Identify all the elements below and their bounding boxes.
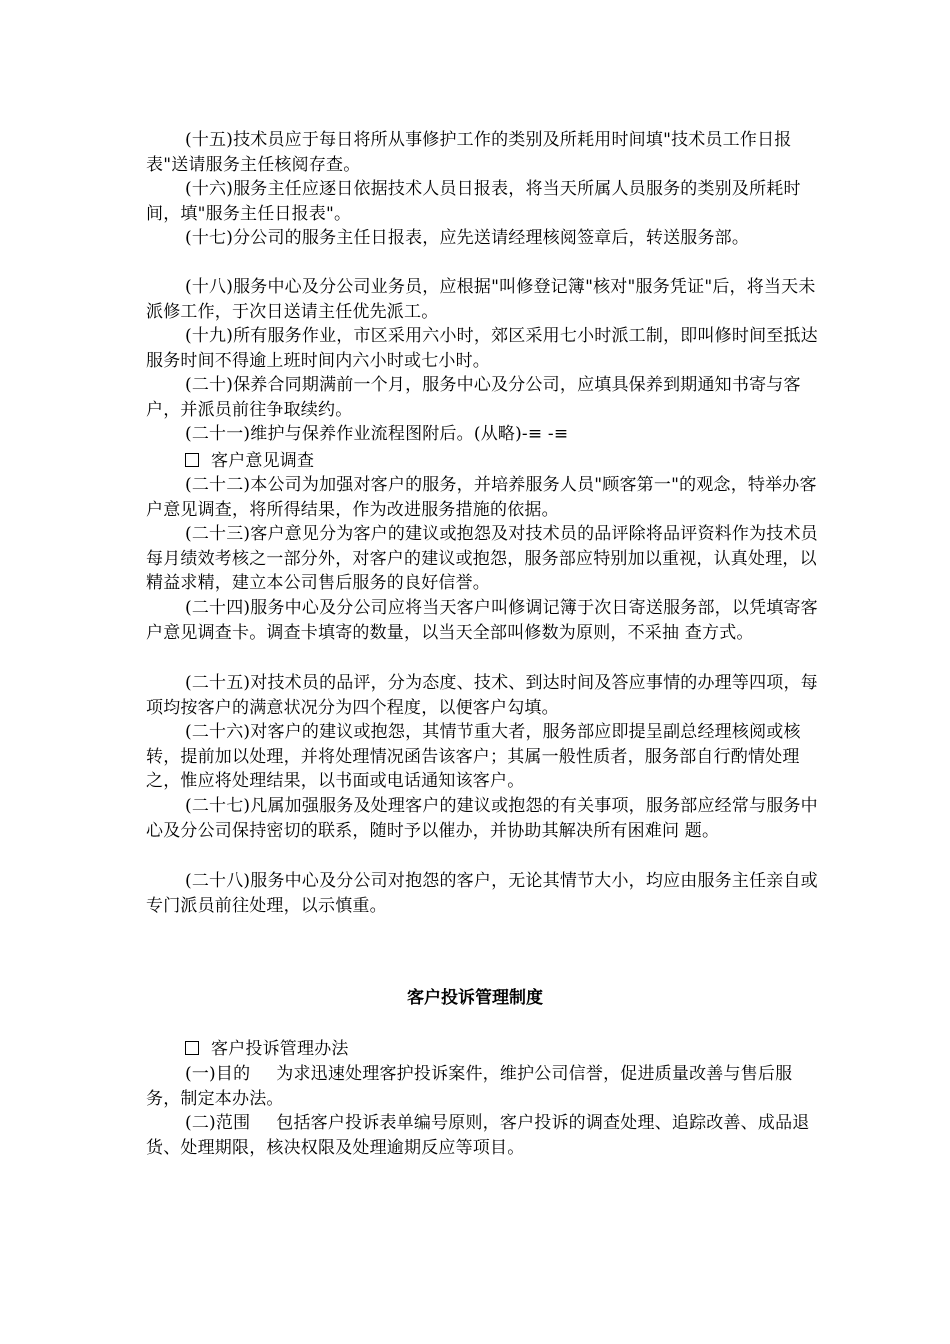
paragraph-26: (二十六)对客户的建议或抱怨，其情节重大者，服务部应即提呈副总经理核阅或核转，提前加以处理，并将处理情况函告该客户；其属一般性质者，服务部自行酌情处理之，惟应将处理结果，以书面或电话通知该客户。 [146,722,801,791]
checkbox-square-icon [185,453,199,467]
item-1-text: 为求迅速处理客护投诉案件，维护公司信誉，促进质量改善与售后服务，制定本办法。 [146,1064,793,1109]
paragraph-17: (十七)分公司的服务主任日报表，应先送请经理核阅签章后，转送服务部。 [185,228,750,248]
item-2-label: (二)范围 [185,1113,251,1133]
paragraph-16: (十六)服务主任应逐日依据技术人员日报表，将当天所属人员服务的类别及所耗时间，填"服务主任日报表"。 [146,179,801,224]
paragraph-18: (十八)服务中心及分公司业务员，应根据"叫修登记簿"核对"服务凭证"后，将当天未派修工作，于次日送请主任优先派工。 [146,277,816,322]
complaint-item-1 [146,1062,826,1111]
checkbox-square-icon [185,1041,199,1055]
paragraph-25: (二十五)对技术员的品评，分为态度、技术、到达时间及答应事情的办理等四项，每项均按客户的满意状况分为四个程度，以便客户勾填。 [146,673,818,718]
paragraph-27: (二十七)凡属加强服务及处理客户的建议或抱怨的有关事项，服务部应经常与服务中心及分公司保持密切的联系，随时予以催办，并协助其解决所有困难问 题。 [146,796,818,841]
paragraph-22: (二十二)本公司为加强对客户的服务，并培养服务人员"顾客第一"的观念，特举办客户意见调查，将所得结果，作为改进服务措施的依据。 [146,475,817,520]
paragraph-20: (二十)保养合同期满前一个月，服务中心及分公司，应填具保养到期通知书寄与客户，并派员前往争取续约。 [146,375,801,420]
paragraph-15: (十五)技术员应于每日将所从事修护工作的类别及所耗用时间填"技术员工作日报表"送请服务主任核阅存查。 [146,130,792,175]
paragraph-21: (二十一)维护与保养作业流程图附后。(从略)-≡ -≡ [185,424,569,444]
paragraph-24: (二十四)服务中心及分公司应将当天客户叫修调记簿于次日寄送服务部，以凭填寄客户意见调查卡。调查卡填寄的数量，以当天全部叫修数为原则，不采抽 查方式。 [146,598,818,643]
section-survey-label: 客户意见调查 [211,451,315,471]
complaint-item-2 [146,1111,826,1160]
section-heading-complaint [146,1037,826,1062]
item-2-text: 包括客户投诉表单编号原则，客户投诉的调查处理、追踪改善、成品退货、处理期限，核决权限及处理逾期反应等项目。 [146,1113,810,1158]
paragraph-19: (十九)所有服务作业，市区采用六小时，郊区采用七小时派工制，即叫修时间至抵达服务时间不得逾上班时间内六小时或七小时。 [146,326,818,371]
page-title: 客户投诉管理制度 [407,988,543,1008]
paragraph-23: (二十三)客户意见分为客户的建议或抱怨及对技术员的品评除将品评资料作为技术员每月绩效考核之一部分外，对客户的建议或抱怨，服务部应特别加以重视，认真处理，以精益求精，建立本公司售后服务的良好信誉。 [146,524,818,593]
section-heading-survey [146,449,826,474]
paragraph-28: (二十八)服务中心及分公司对抱怨的客户，无论其情节大小，均应由服务主任亲自或专门派员前往处理，以示慎重。 [146,871,818,916]
item-1-label: (一)目的 [185,1064,251,1084]
section-complaint-label: 客户投诉管理办法 [211,1039,349,1059]
